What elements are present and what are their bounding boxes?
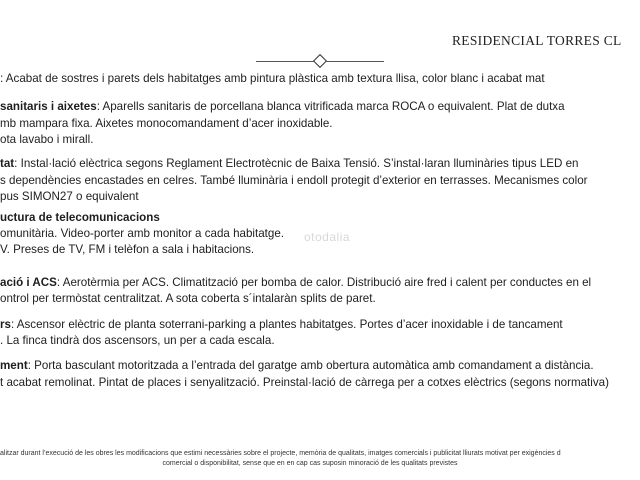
section-paint-line-1: : Acabat de sostres i parets dels habitatges amb pintura plàstica amb textura llisa, color blanc i acabat mat: [0, 72, 545, 85]
section-electric-line-1: tat: Instal·lació elèctrica segons Reglament Electrotècnic de Baixa Tensió. S’instal·laran lluminàries tipus LED en: [0, 157, 579, 170]
section-hvac-line-2: ontrol per termòstat centralitzat. A sota coberta s´intalaràn splits de paret.: [0, 292, 376, 305]
watermark: otodalia: [304, 230, 351, 244]
document-title: RESIDENCIAL TORRES CL: [452, 33, 622, 48]
footer-disclaimer-line-1: alitzar durant l’execució de les obres les modificacions que estimi necessàries sobre el projecte, memòria de qualitats, imatges comercials i publicitat lliurats motivat per exigències d: [0, 450, 561, 457]
section-label: ació i ACS: [0, 276, 57, 289]
section-label: ment: [0, 359, 28, 372]
section-electric-line-3: pus SIMON27 o equivalent: [0, 190, 139, 203]
section-telecom-heading: [0, 211, 160, 225]
section-sanitary-line-3: ota lavabo i mirall.: [0, 133, 94, 146]
footer-disclaimer-line-2: comercial o disponibilitat, sense que en en cap cas suposin minoració de les qualitats previstes: [162, 460, 458, 467]
section-elevator-line-1: rs: Ascensor elèctric de planta soterrani-parking a plantes habitatges. Portes d’acer inoxidable i de tancament: [0, 318, 563, 331]
section-parking-line-2: t acabat remolinat. Pintat de places i senyalització. Preinstal·lació de càrrega per a cotxes elèctrics (segons normativa): [0, 376, 609, 389]
section-elevator-line-2: . La finca tindrà dos ascensors, un per a cada escala.: [0, 334, 275, 347]
section-label: rs: [0, 318, 11, 331]
section-label: sanitaris i aixetes: [0, 100, 97, 113]
divider-diamond-ornament: [313, 54, 327, 68]
section-telecom-line-1: omunitària. Video-porter amb monitor a cada habitatge.: [0, 227, 284, 240]
section-parking-line-1: ment: Porta basculant motoritzada a l’entrada del garatge amb obertura automàtica amb comandament a distància.: [0, 359, 594, 372]
section-sanitary-line-1: sanitaris i aixetes: Aparells sanitaris de porcellana blanca vitrificada marca ROCA o equivalent. Plat de dutxa: [0, 100, 565, 113]
section-hvac-line-1: ació i ACS: Aerotèrmia per ACS. Climatització per bomba de calor. Distribució aire fred i calent per conductes en el: [0, 276, 592, 289]
section-label: uctura de telecomunicacions: [0, 211, 160, 224]
section-label: tat: [0, 157, 15, 170]
section-telecom-line-2: V. Preses de TV, FM i telèfon a sala i habitacions.: [0, 243, 255, 256]
section-sanitary-line-2: mb mampara fixa. Aixetes monocomandament d’acer inoxidable.: [0, 117, 333, 130]
section-electric-line-2: s dependències encastades en celres. També lluminària i endoll protegit d’exterior en terrasses. Mecanismes color: [0, 174, 588, 187]
